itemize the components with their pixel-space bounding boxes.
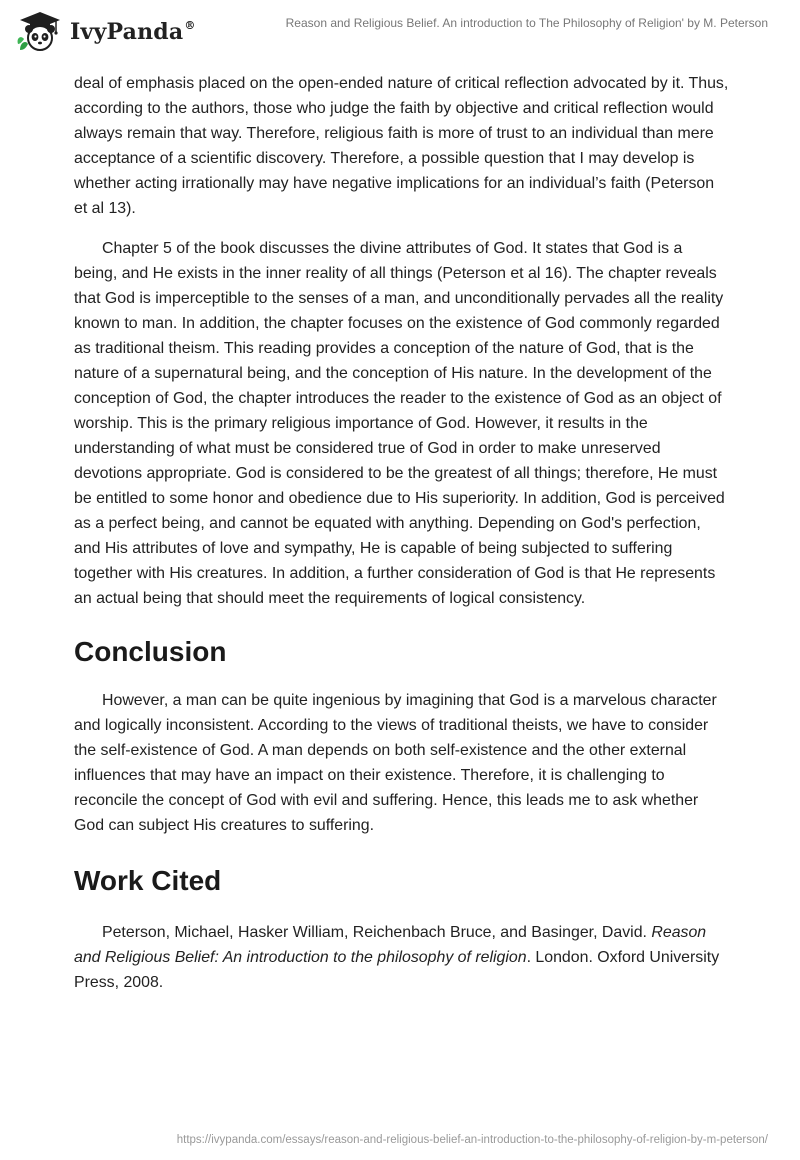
- ivypanda-logo[interactable]: [16, 10, 196, 54]
- citation-authors: Peterson, Michael, Hasker William, Reichenbach Bruce, and Basinger, David.: [102, 924, 647, 941]
- conclusion-heading: Conclusion: [74, 636, 227, 667]
- citation-publisher: . London. Oxford University Press, 2008.: [74, 949, 720, 991]
- work-cited-heading: Work Cited: [74, 865, 222, 896]
- paragraph-divine-attributes: Chapter 5 of the book discusses the divine attributes of God. It states that God is a being, and He exists in the inner reality of all things (Peterson et al 16). The chapter reveals that God is imperceptible to the senses of a man, and unconditionally pervades all the reality known to man. In addition, the chapter focuses on the existence of God commonly regarded as traditional theism. This reading provides a conception of the nature of God, that is the nature of a supernatural being, and the conception of His nature. In the development of the conception of God, the chapter introduces the reader to the existence of God as an object of worship. This is the primary religious importance of God. However, it results in the understanding of what must be considered true of God in order to make unreserved devotions appropriate. God is considered to be the greatest of all things; therefore, He must be entitled to some honor and obedience due to His superiority. In addition, God is perceived as a perfect being, and cannot be equated with anything. Depending on God's perfection, and His attributes of love and sympathy, He is capable of being subjected to suffering together with His creatures. In addition, a further consideration of God is that He represents an actual being that should meet the requirements of logical consistency.: [74, 240, 725, 607]
- source-url[interactable]: https://ivypanda.com/essays/reason-and-religious-belief-an-introduction-to-the-philosophy-of-religion-by-m-peterson/: [176, 1134, 768, 1146]
- citation-entry: [74, 920, 730, 995]
- paragraph-conclusion: However, a man can be quite ingenious by imagining that God is a marvelous character and logically inconsistent. According to the views of traditional theists, we have to consider the self-existence of God. A man depends on both self-existence and the other external influences that may have an impact on their existence. Therefore, it is challenging to reconcile the concept of God with evil and suffering. Hence, this leads me to ask whether God can subject His creatures to suffering.: [74, 692, 717, 834]
- logo-wordmark: IvyPanda®: [70, 19, 196, 45]
- panda-graduation-cap-icon: [16, 10, 64, 54]
- page-header: [0, 0, 800, 70]
- citation-title: Reason and Religious Belief: An introduction to the philosophy of religion: [74, 924, 707, 966]
- paragraph-faith-reflection: deal of emphasis placed on the open-ended nature of critical reflection advocated by it. Thus, according to the authors, those who judge the faith by objective and critical reflection would always remain that way. Therefore, religious faith is more of trust to an individual than mere acceptance of a scientific discovery. Therefore, a possible question that I may develop is whether acting irrationally may have negative implications for an individual’s faith (Peterson et al 13).: [74, 75, 729, 217]
- document-title: Reason and Religious Belief. An introduction to The Philosophy of Religion' by M. Peterson: [285, 16, 768, 30]
- essay-body: [74, 70, 730, 995]
